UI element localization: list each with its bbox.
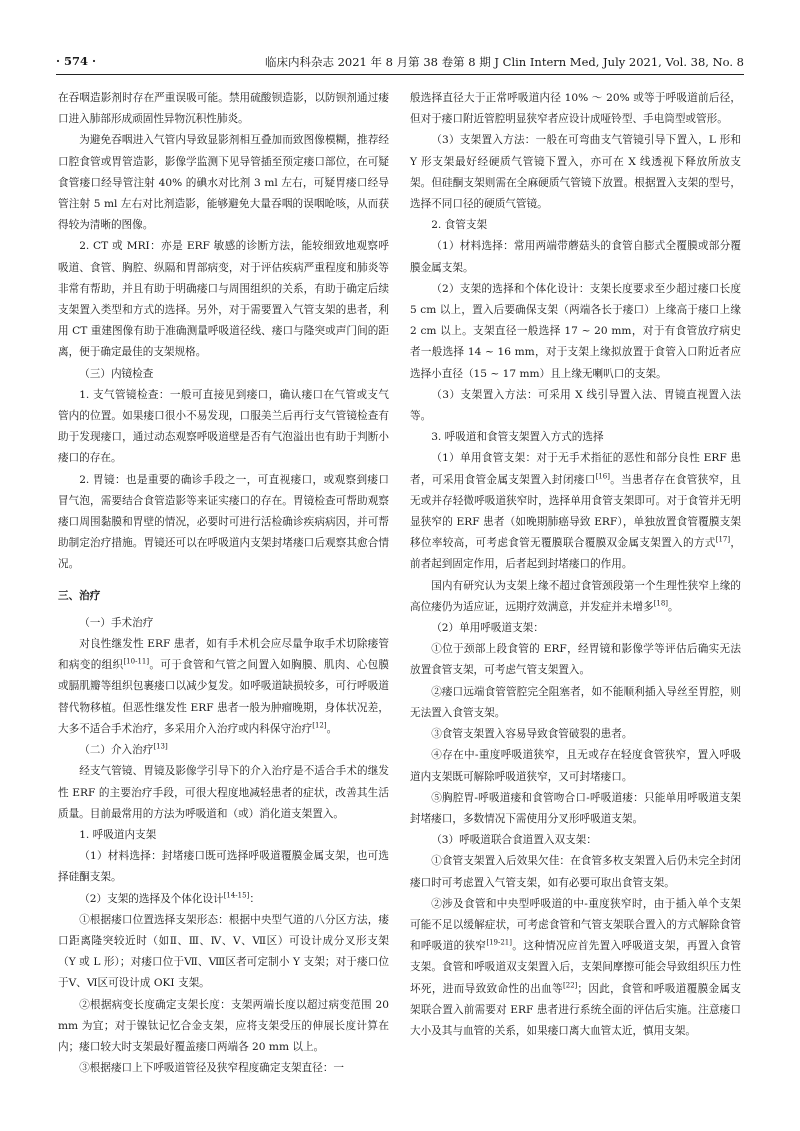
paragraph: 在吞咽造影剂时存在严重误吸可能。禁用硫酸钡造影，以防钡剂通过瘘口进入肺部形成顽固性异物沉积性肺炎。 [58,92,389,126]
paragraph: （二）介入治疗[13] [79,742,168,757]
paragraph: 般选择直径大于正常呼吸道内径 10% ～ 20% 或等于呼吸道前后径，但对于瘘口附近管腔明显狭窄者应设计成哑铃型、手电筒型或管形。 [410,92,741,126]
paragraph: 为避免吞咽进入气管内导致显影剂相互叠加而致图像模糊，推荐经口腔食管或胃管造影，影像学监测下见导管插至预定瘘口部位，在可疑食管瘘口经导管注射 40% 的碘水对比剂 3 ml 左右，可疑胃瘘口经导管注射 5 ml 左右对比剂造影，能够避免大量吞咽的误咽呛咳，从而获得较为清晰的图像。 [58,134,389,232]
paragraph: ②涉及食管和中央型呼吸道的中-重度狭窄时，由于插入单个支架可能不足以缓解症状，可考虑食管和气管支架联合置入的方式解除食管和呼吸道的狭窄[19-21]。这种情况应首先置入呼吸道支架，再置入食管支架。食管和呼吸道双支架置入后，支架间摩擦可能会导致组织压力性坏死，进而导致致命性的出血等[22]；因此，食管和呼吸道覆膜金属支架联合置入前需要对 ERF 患者进行系统全面的评估后实施。注意瘘口大小及其与血管的关系，如果瘘口离大血管太近，慎用支架。 [410,897,742,1037]
paragraph: ①食管支架置入后效果欠佳：在食管多枚支架置入后仍未完全封闭瘘口时可考虑置入气管支架，如有必要可取出食管支架。 [410,855,741,889]
citation-ref: [16] [595,472,610,481]
paragraph: 2. 食管支架 [431,219,488,232]
paragraph: 2. 胃镜：也是重要的确诊手段之一，可直视瘘口，或观察到瘘口冒气泡，需要结合食管造影等来证实瘘口的存在。胃镜检查可帮助观察瘘口周围黏膜和胃壁的情况，必要时可进行活检确诊疾病病因，并可帮助制定治疗措施。胃镜还可以在呼吸道内支架封堵瘘口后观察其愈合情况。 [58,473,389,571]
paragraph: （三）内镜检查 [79,367,154,380]
left-column [58,88,389,1079]
citation-ref: [22] [563,981,578,989]
paragraph: 3. 呼吸道和食管支架置入方式的选择 [431,431,604,444]
citation-ref: [17] [715,535,731,544]
paragraph: （1）材料选择：常用两端带蘑菇头的食管自膨式全覆膜或部分覆膜金属支架。 [410,240,741,274]
paragraph: ⑤胸腔胃-呼吸道瘘和食管吻合口-呼吸道瘘：只能单用呼吸道支架封堵瘘口，多数情况下需使用分叉形呼吸道支架。 [410,791,741,825]
citation-ref: [18] [653,599,669,608]
paragraph: ③食管支架置入容易导致食管破裂的患者。 [431,728,633,741]
paragraph: （3）支架置入方法：一般在可弯曲支气管镜引导下置入，L 形和 Y 形支架最好经硬质气管镜下置入，亦可在 X 线透视下释放所放支架。但硅酮支架则需在全麻硬质气管镜下放置。根据置入支架的型号，选择不同口径的硬质气管镜。 [410,134,741,211]
paragraph: 经支气管镜、胃镜及影像学引导下的介入治疗是不适合手术的继发性 ERF 的主要治疗手段，可很大程度地减轻患者的症状，改善其生活质量。目前最常用的方法为呼吸道和（或）消化道支架置入。 [58,765,389,820]
citation-ref: [10-11] [123,657,150,666]
paragraph: 1. 呼吸道内支架 [79,828,157,841]
paragraph: 国内有研究认为支架上缘不超过食管颈段第一个生理性狭窄上缘的高位瘘仍为适应证，远期疗效满意，并发症并未增多[18]。 [410,579,741,613]
paragraph: （2）单用呼吸道支架： [431,622,544,635]
paragraph: ③根据瘘口上下呼吸道管径及狭窄程度确定支架直径：一 [79,1062,345,1075]
paragraph: 1. 支气管镜检查：一般可直接见到瘘口，确认瘘口在气管或支气管内的位置。如果瘘口很小不易发现，口服美兰后再行支气管镜检查有助于发现瘘口，通过动态观察呼吸道壁是否有气泡溢出也有助于判断小瘘口的存在。 [58,388,389,465]
citation-ref: [19-21] [486,938,512,947]
paragraph: ①位于颈部上段食管的 ERF，经胃镜和影像学等评估后确实无法放置食管支架，可考虑气管支架置入。 [410,643,741,677]
paragraph: （3）呼吸道联合食道置入双支架： [431,834,597,847]
paragraph: ①根据瘘口位置选择支架形态：根据中央型气道的八分区方法，瘘口距离隆突较近时（如Ⅱ、Ⅲ、Ⅳ、Ⅴ、Ⅶ区）可设计成分叉形支架（Y 或 L 形）；对瘘口位于Ⅶ、Ⅷ区者可定制小 Y 支架；对于瘘口位于Ⅴ、Ⅵ区可设计成 OKI 支架。 [58,913,389,990]
page-number: · 574 · [56,54,97,68]
right-column [410,88,741,1042]
paragraph: 2. CT 或 MRI：亦是 ERF 敏感的诊断方法，能较细致地观察呼吸道、食管、胸腔、纵隔和胃部病变，对于评估疾病严重程度和肺炎等非常有帮助，并且有助于明确瘘口与周围组织的关系，有助于确定后续支架置入类型和方式的选择。另外，对于需要置入气管支架的患者，利用 CT 重建图像有助于准确测量呼吸道径线、瘘口与隆突或声门间的距离，便于确定最佳的支架规格。 [58,240,389,359]
paragraph: ④存在中-重度呼吸道狭窄，且无或存在轻度食管狭窄，置入呼吸道内支架既可解除呼吸道狭窄，又可封堵瘘口。 [410,749,741,783]
header-rule [56,74,744,75]
paragraph: （1）材料选择：封堵瘘口既可选择呼吸道覆膜金属支架，也可选择硅酮支架。 [58,850,389,884]
paragraph: （2）支架的选择和个体化设计：支架长度要求至少超过瘘口长度 5 cm 以上，置入后要确保支架（两端各长于瘘口）上缘高于瘘口上缘 2 cm 以上。支架直径一般选择 17 ~ 20 mm，对于有食管放疗病史者一般选择 14 ~ 16 mm，对于支架上缘拟放置于食管入口附近者应选择小直径（15 ~ 17 mm）且上缘无喇叭口的支架。 [410,282,741,380]
paragraph: 对良性继发性 ERF 患者，如有手术机会应尽量争取手术切除瘘管和病变的组织[10-11]。可于食管和气管之间置入如胸膜、肌肉、心包膜或膈肌瓣等组织包裹瘘口以减少复发。如呼吸道缺损较多，可行呼吸道替代物移植。但恶性继发性 ERF 患者一般为肿瘤晚期，身体状况差，大多不适合手术治疗，多采用介入治疗或内科保守治疗[12]。 [58,638,390,735]
paragraph: （一）手术治疗 [79,616,154,629]
paragraph: ②根据病变长度确定支架长度：支架两端长度以超过病变范围 20 mm 为宜；对于镍钛记忆合金支架，应将支架受压的伸展长度计算在内；瘘口较大时支架最好覆盖瘘口两端各 20 mm 以上。 [58,998,389,1053]
citation-ref: [12] [312,721,327,730]
citation-ref: [14-15] [223,890,250,899]
journal-citation: 临床内科杂志 2021 年 8 月第 38 卷第 8 期 J Clin Intern Med, July 2021, Vol. 38, No. 8 [264,55,744,69]
paragraph: （3）支架置入方法：可采用 X 线引导置入法、胃镜直视置入法等。 [410,388,741,423]
paragraph: ②瘘口远端食管管腔完全阻塞者，如不能顺利插入导丝至胃腔，则无法置入食管支架。 [410,685,741,719]
paragraph: （1）单用食管支架：对于无手术指征的恶性和部分良性 ERF 患者，可采用食管金属支架置入封闭瘘口[16]。当患者存在食管狭窄，且无或并存轻微呼吸道狭窄时，选择单用食管支架即可。对于食管并无明显狭窄的 ERF 患者（如晚期肺癌导致 ERF），单独放置食管覆膜支架移位率较高，可考虑食管无覆膜联合覆膜双金属支架置入的方式[17]，前者起到固定作用，后者起到封堵瘘口的作用。 [410,452,742,571]
running-header [56,54,744,72]
paragraph: （2）支架的选择及个体化设计[14-15]： [79,890,260,905]
citation-ref: [13] [153,742,168,751]
section-heading: 三、治疗 [58,589,101,602]
